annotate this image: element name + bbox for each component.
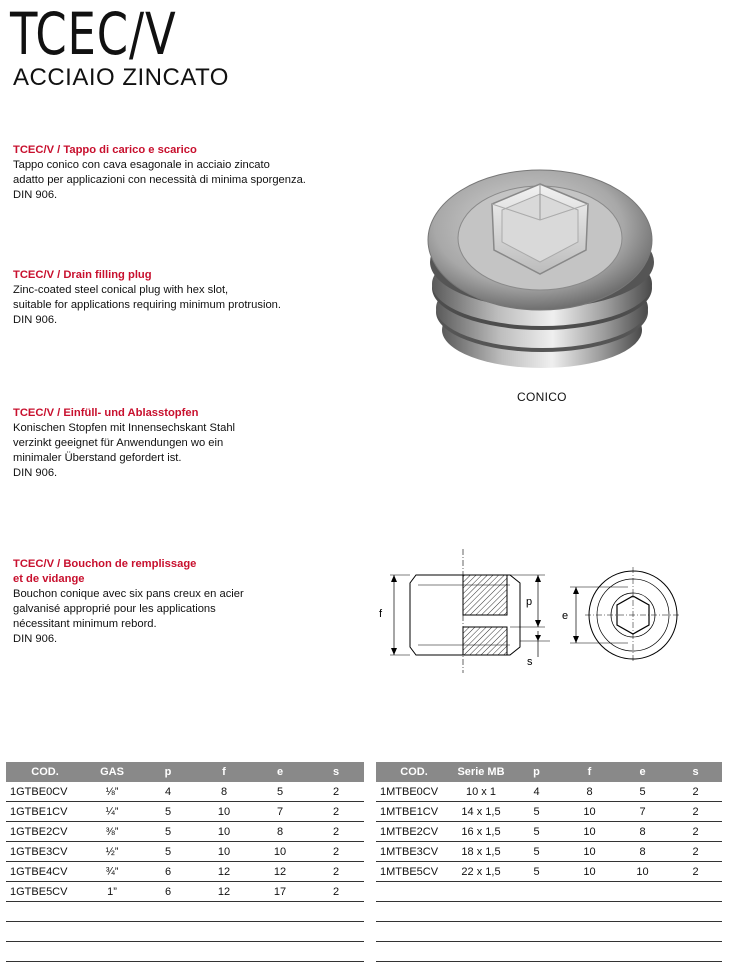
table-cell: 6 bbox=[140, 862, 196, 882]
column-header: p bbox=[510, 762, 563, 782]
table-cell-empty bbox=[308, 902, 364, 922]
table-cell-empty bbox=[452, 942, 510, 962]
table-cell: 1MTBE5CV bbox=[376, 862, 452, 882]
table-header-row bbox=[376, 762, 722, 782]
table-cell-empty bbox=[84, 942, 140, 962]
product-photo bbox=[418, 150, 668, 390]
table-cell: 8 bbox=[196, 782, 252, 802]
table-cell: 5 bbox=[510, 862, 563, 882]
table-row bbox=[376, 922, 722, 942]
table-cell-empty bbox=[510, 902, 563, 922]
table-cell-empty bbox=[510, 942, 563, 962]
table-cell-empty bbox=[563, 942, 616, 962]
table-cell-empty bbox=[616, 902, 669, 922]
table-cell-empty bbox=[6, 942, 84, 962]
table-cell: 22 x 1,5 bbox=[452, 862, 510, 882]
table-cell: 2 bbox=[669, 842, 722, 862]
table-row bbox=[6, 942, 364, 962]
description-en bbox=[13, 268, 373, 328]
table-cell-empty bbox=[196, 942, 252, 962]
table-cell: 10 bbox=[196, 802, 252, 822]
table-cell: 10 x 1 bbox=[452, 782, 510, 802]
table-cell-empty bbox=[563, 882, 616, 902]
table-cell-empty bbox=[616, 942, 669, 962]
table-cell: 1GTBE0CV bbox=[6, 782, 84, 802]
description-body: Konischen Stopfen mit Innensechskant Stahl verzinkt geeignet für Anwendungen wo ein minimaler Überstand gefordert ist. DIN 906. bbox=[13, 422, 236, 479]
description-it bbox=[13, 143, 373, 203]
table-row bbox=[376, 842, 722, 862]
table-header-row bbox=[6, 762, 364, 782]
dimension-label-p: p bbox=[526, 596, 533, 608]
table-cell: 5 bbox=[616, 782, 669, 802]
table-row bbox=[6, 922, 364, 942]
table-cell: 1GTBE4CV bbox=[6, 862, 84, 882]
table-row bbox=[6, 822, 364, 842]
table-cell: 10 bbox=[616, 862, 669, 882]
description-body: Zinc-coated steel conical plug with hex slot, suitable for applications requiring minimum protrusion. DIN 906. bbox=[13, 284, 282, 326]
table-cell-empty bbox=[252, 942, 308, 962]
table-cell: 2 bbox=[669, 782, 722, 802]
table-cell-empty bbox=[308, 942, 364, 962]
table-cell: 1GTBE3CV bbox=[6, 842, 84, 862]
table-cell: 8 bbox=[252, 822, 308, 842]
technical-drawing bbox=[370, 545, 720, 675]
product-material: ACCIAIO ZINCATO bbox=[13, 64, 229, 91]
table-cell: 12 bbox=[196, 862, 252, 882]
column-header: s bbox=[308, 762, 364, 782]
dimension-label-s: s bbox=[527, 656, 533, 668]
table-cell: 7 bbox=[616, 802, 669, 822]
table-cell-empty bbox=[669, 902, 722, 922]
dimension-label-e: e bbox=[562, 610, 569, 622]
table-cell: 18 x 1,5 bbox=[452, 842, 510, 862]
table-cell: 8 bbox=[616, 842, 669, 862]
description-body: Bouchon conique avec six pans creux en acier galvanisé approprié pour les applications nécessitant minimum rebord. DIN 906. bbox=[13, 588, 244, 645]
column-header: f bbox=[563, 762, 616, 782]
table-cell: 1GTBE2CV bbox=[6, 822, 84, 842]
table-cell: 2 bbox=[308, 782, 364, 802]
table-cell: 10 bbox=[563, 862, 616, 882]
table-cell-empty bbox=[140, 902, 196, 922]
table-cell-empty bbox=[252, 902, 308, 922]
table-cell: 2 bbox=[669, 862, 722, 882]
table-row bbox=[376, 902, 722, 922]
table-row bbox=[376, 782, 722, 802]
table-cell: ¼” bbox=[84, 802, 140, 822]
table-cell: 10 bbox=[563, 802, 616, 822]
table-cell: 10 bbox=[252, 842, 308, 862]
table-cell: 1” bbox=[84, 882, 140, 902]
table-row bbox=[6, 882, 364, 902]
table-cell-empty bbox=[196, 902, 252, 922]
table-cell-empty bbox=[84, 902, 140, 922]
table-row bbox=[376, 802, 722, 822]
description-body: Tappo conico con cava esagonale in acciaio zincato adatto per applicazioni con necessità di minima sporgenza. DIN 906. bbox=[13, 159, 306, 201]
table-cell: 8 bbox=[616, 822, 669, 842]
table-cell: 8 bbox=[563, 782, 616, 802]
table-cell: 5 bbox=[510, 802, 563, 822]
photo-caption: CONICO bbox=[517, 390, 567, 404]
column-header: COD. bbox=[6, 762, 84, 782]
table-row bbox=[376, 862, 722, 882]
table-cell-empty bbox=[452, 902, 510, 922]
table-cell: 5 bbox=[140, 842, 196, 862]
table-cell: 2 bbox=[308, 822, 364, 842]
table-cell: 4 bbox=[510, 782, 563, 802]
description-heading: TCEC/V / Tappo di carico e scarico bbox=[13, 144, 197, 156]
table-cell: 2 bbox=[308, 842, 364, 862]
table-cell: 10 bbox=[563, 822, 616, 842]
table-cell: 5 bbox=[510, 822, 563, 842]
table-cell-empty bbox=[376, 902, 452, 922]
table-cell-empty bbox=[510, 882, 563, 902]
table-cell: ¾” bbox=[84, 862, 140, 882]
table-cell: 4 bbox=[140, 782, 196, 802]
table-cell-empty bbox=[308, 922, 364, 942]
table-cell-empty bbox=[510, 922, 563, 942]
description-heading: TCEC/V / Einfüll- und Ablasstopfen bbox=[13, 407, 199, 419]
table-cell: ⅛” bbox=[84, 782, 140, 802]
table-cell-empty bbox=[452, 922, 510, 942]
column-header: Serie MB bbox=[452, 762, 510, 782]
column-header: e bbox=[252, 762, 308, 782]
column-header: s bbox=[669, 762, 722, 782]
table-cell: 12 bbox=[196, 882, 252, 902]
table-cell: 17 bbox=[252, 882, 308, 902]
column-header: COD. bbox=[376, 762, 452, 782]
table-cell: 1MTBE1CV bbox=[376, 802, 452, 822]
description-heading: TCEC/V / Drain filling plug bbox=[13, 269, 152, 281]
table-cell-empty bbox=[669, 942, 722, 962]
product-title: TCEC/V bbox=[10, 0, 177, 68]
table-row bbox=[6, 842, 364, 862]
table-cell-empty bbox=[563, 902, 616, 922]
table-cell-empty bbox=[196, 922, 252, 942]
column-header: f bbox=[196, 762, 252, 782]
table-cell-empty bbox=[616, 922, 669, 942]
spec-table-gas bbox=[6, 762, 364, 962]
table-cell-empty bbox=[6, 922, 84, 942]
table-cell: 2 bbox=[669, 822, 722, 842]
table-cell: 16 x 1,5 bbox=[452, 822, 510, 842]
table-cell: 12 bbox=[252, 862, 308, 882]
table-cell-empty bbox=[252, 922, 308, 942]
table-cell: 7 bbox=[252, 802, 308, 822]
table-row bbox=[6, 902, 364, 922]
table-cell: 1GTBE1CV bbox=[6, 802, 84, 822]
table-row bbox=[376, 882, 722, 902]
table-cell: 5 bbox=[510, 842, 563, 862]
table-cell: 2 bbox=[308, 802, 364, 822]
table-cell: ⅜” bbox=[84, 822, 140, 842]
table-cell: 14 x 1,5 bbox=[452, 802, 510, 822]
description-de bbox=[13, 406, 373, 481]
table-row bbox=[376, 942, 722, 962]
table-cell-empty bbox=[616, 882, 669, 902]
table-row bbox=[6, 862, 364, 882]
spec-table-mb bbox=[376, 762, 722, 962]
table-cell-empty bbox=[669, 922, 722, 942]
table-cell: 6 bbox=[140, 882, 196, 902]
table-cell: ½” bbox=[84, 842, 140, 862]
table-row bbox=[376, 822, 722, 842]
table-cell: 10 bbox=[563, 842, 616, 862]
column-header: GAS bbox=[84, 762, 140, 782]
column-header: p bbox=[140, 762, 196, 782]
table-cell: 2 bbox=[308, 882, 364, 902]
table-cell: 10 bbox=[196, 842, 252, 862]
table-cell-empty bbox=[563, 922, 616, 942]
table-cell-empty bbox=[6, 902, 84, 922]
table-cell: 2 bbox=[308, 862, 364, 882]
table-cell: 2 bbox=[669, 802, 722, 822]
table-cell-empty bbox=[376, 882, 452, 902]
description-heading: TCEC/V / Bouchon de remplissage et de vidange bbox=[13, 558, 197, 585]
table-cell-empty bbox=[140, 922, 196, 942]
description-fr bbox=[13, 557, 373, 647]
table-row bbox=[6, 782, 364, 802]
table-cell-empty bbox=[376, 942, 452, 962]
table-cell: 1MTBE2CV bbox=[376, 822, 452, 842]
table-cell-empty bbox=[140, 942, 196, 962]
table-cell: 5 bbox=[140, 802, 196, 822]
column-header: e bbox=[616, 762, 669, 782]
table-cell-empty bbox=[669, 882, 722, 902]
table-cell: 10 bbox=[196, 822, 252, 842]
table-row bbox=[6, 802, 364, 822]
table-cell: 5 bbox=[252, 782, 308, 802]
table-cell: 5 bbox=[140, 822, 196, 842]
dimension-label-f: f bbox=[379, 608, 383, 620]
table-cell-empty bbox=[84, 922, 140, 942]
table-cell-empty bbox=[452, 882, 510, 902]
table-cell: 1GTBE5CV bbox=[6, 882, 84, 902]
table-cell: 1MTBE3CV bbox=[376, 842, 452, 862]
table-cell-empty bbox=[376, 922, 452, 942]
table-cell: 1MTBE0CV bbox=[376, 782, 452, 802]
